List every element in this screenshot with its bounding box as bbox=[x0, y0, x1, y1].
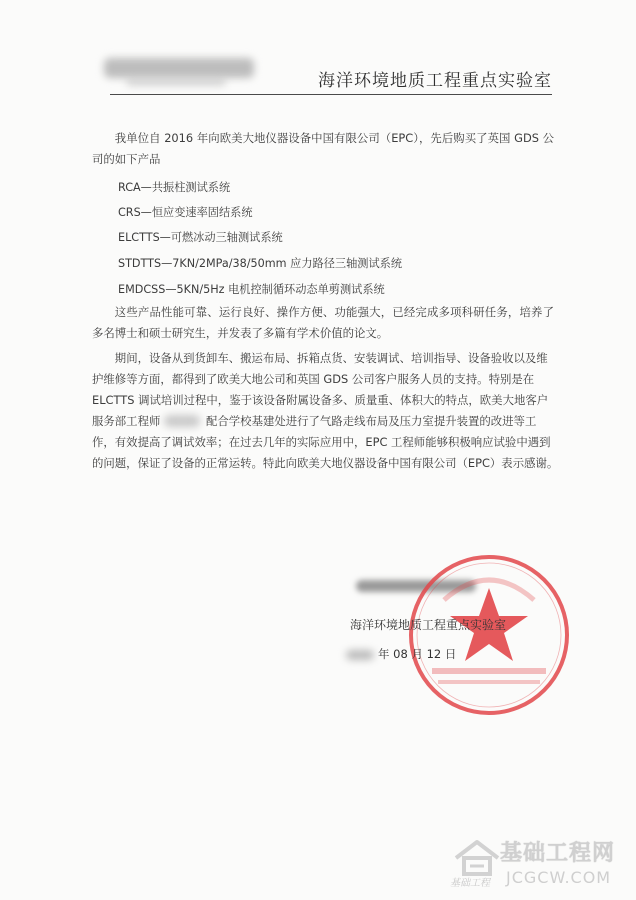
product-item-emdcss: EMDCSS—5KN/5Hz 电机控制循环动态单剪测试系统 bbox=[118, 283, 385, 296]
letterhead-title: 海洋环境地质工程重点实验室 bbox=[318, 71, 552, 91]
support-paragraph-line: 配合学校基建处进行了气路走线布局及压力室提升装置的改进等工 bbox=[206, 414, 537, 428]
watermark-url: JCGCW.COM bbox=[506, 868, 612, 887]
redacted-logo bbox=[104, 58, 254, 78]
redacted-year bbox=[346, 650, 374, 660]
product-item-stdtts: STDTTS—7KN/2MPa/38/50mm 应力路径三轴测试系统 bbox=[118, 257, 403, 270]
official-seal bbox=[404, 550, 574, 720]
watermark-small-text: 基础工程 bbox=[450, 878, 490, 889]
support-paragraph-line: 护维修等方面，都得到了欧美大地公司和英国 GDS 公司客户服务人员的支持。特别是在 bbox=[92, 372, 535, 386]
redacted-engineer-name bbox=[164, 415, 200, 427]
signature-date: 年 08 月 12 日 bbox=[378, 647, 457, 661]
support-paragraph-line: ELCTTS 调试培训过程中，鉴于该设备附属设备多、质量重、体积大的特点，欧美大地客户 bbox=[92, 393, 549, 407]
performance-paragraph: 这些产品性能可靠、运行良好、操作方便、功能强大，已经完成多项科研任务，培养了多名博士和硕士研究生，并发表了多篇有学术价值的论文。 bbox=[92, 305, 554, 340]
letterhead-divider bbox=[110, 94, 552, 95]
support-paragraph-line: 的问题，保证了设备的正常运转。特此向欧美大地仪器设备中国有限公司（EPC）表示感谢。 bbox=[92, 456, 559, 470]
redacted-logo-subline bbox=[126, 78, 226, 86]
product-item-rca: RCA—共振柱测试系统 bbox=[118, 181, 231, 194]
support-paragraph-line: 服务部工程师 bbox=[92, 414, 161, 428]
support-paragraph-line: 期间，设备从到货卸车、搬运布局、拆箱点货、安装调试、培训指导、设备验收以及维 bbox=[114, 351, 548, 365]
signature-organization: 海洋环境地质工程重点实验室 bbox=[350, 618, 507, 632]
product-item-elctts: ELCTTS—可燃冰动三轴测试系统 bbox=[118, 231, 283, 244]
product-item-crs: CRS—恒应变速率固结系统 bbox=[118, 206, 253, 219]
watermark-site-name: 基础工程网 bbox=[500, 841, 616, 866]
support-paragraph-line: 作，有效提高了调试效率；在过去几年的实际应用中，EPC 工程师能够积极响应试验中遇到 bbox=[92, 435, 551, 449]
intro-paragraph: 我单位自 2016 年向欧美大地仪器设备中国有限公司（EPC），先后购买了英国 GDS 公司的如下产品 bbox=[92, 131, 554, 166]
